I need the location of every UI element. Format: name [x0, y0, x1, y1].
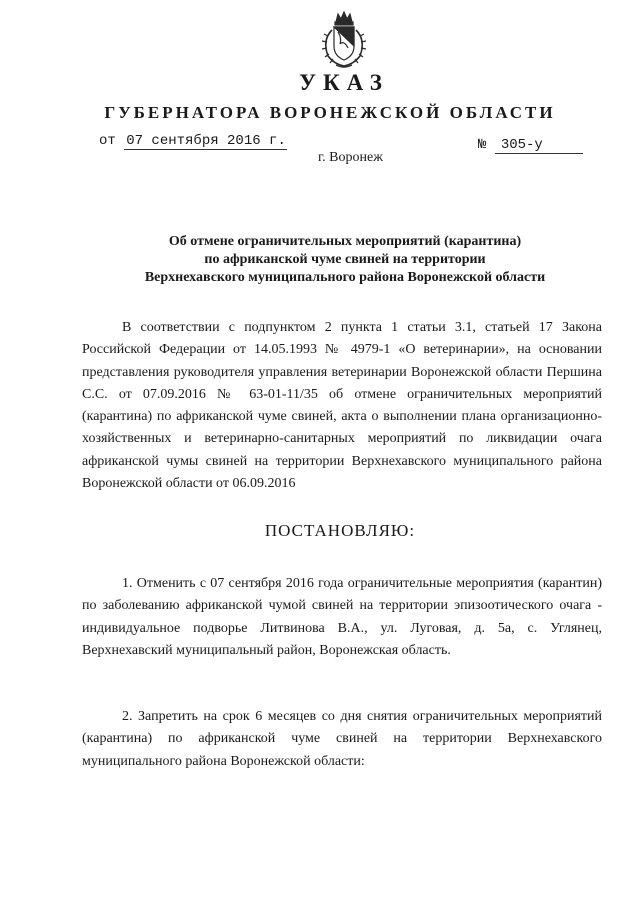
document-type-title: УКАЗ [299, 70, 389, 95]
document-heading-line: Об отмене ограничительных мероприятий (карантина) [168, 234, 522, 249]
document-heading-line: Верхнехавского муниципального района Воронежской области [144, 270, 546, 285]
issuer-title: ГУБЕРНАТОРА ВОРОНЕЖСКОЙ ОБЛАСТИ [104, 103, 556, 122]
date-value: 07 сентября 2016 г. [126, 133, 286, 149]
number-value: 305-у [495, 137, 583, 154]
document-number [478, 137, 583, 154]
issue-date [99, 133, 287, 150]
coat-of-arms-icon [316, 10, 372, 70]
decree-item-1: 1. Отменить с 07 сентября 2016 года ограничительные мероприятия (карантин) по заболеванию африканской чумой свиней на территории эпизоотического очага - индивидуальное подворье Литвинова В.А., ул. Луговая, д. 5а, с. Углянец, Верхнехавский муниципальный район, Воронежская область. [82, 576, 602, 658]
preamble-paragraph: В соответствии с подпунктом 2 пункта 1 статьи 3.1, статьей 17 Закона Российской Федерации от 14.05.1993 № 4979-1 «О ветеринарии», на основании представления руководителя управления ветеринарии Воронежской области Першина С.С. от 07.09.2016 № 63-01-11/35 об отмене ограничительных мероприятий (карантина) по африканской чуме свиней, акта о выполнении плана организационно-хозяйственных и ветеринарно-санитарных мероприятий по ликвидации очага африканской чумы свиней на территории Верхнехавского муниципального района Воронежской области от 06.09.2016 [82, 320, 602, 492]
document-heading-line: по африканской чуме свиней на территории [204, 252, 486, 267]
preamble-block [82, 317, 602, 495]
item-block [82, 573, 602, 662]
issue-city: г. Воронеж [318, 150, 383, 165]
decree-word: ПОСТАНОВЛЯЮ: [264, 521, 416, 540]
decree-item-2: 2. Запретить на срок 6 месяцев со дня снятия ограничительных мероприятий (карантина) по африканской чуме свиней на территории Верхнехавского муниципального района Воронежской области: [82, 709, 602, 769]
item-block [82, 706, 602, 773]
date-prefix: от [99, 133, 116, 149]
document-heading [0, 233, 640, 287]
number-prefix: № [478, 137, 487, 153]
